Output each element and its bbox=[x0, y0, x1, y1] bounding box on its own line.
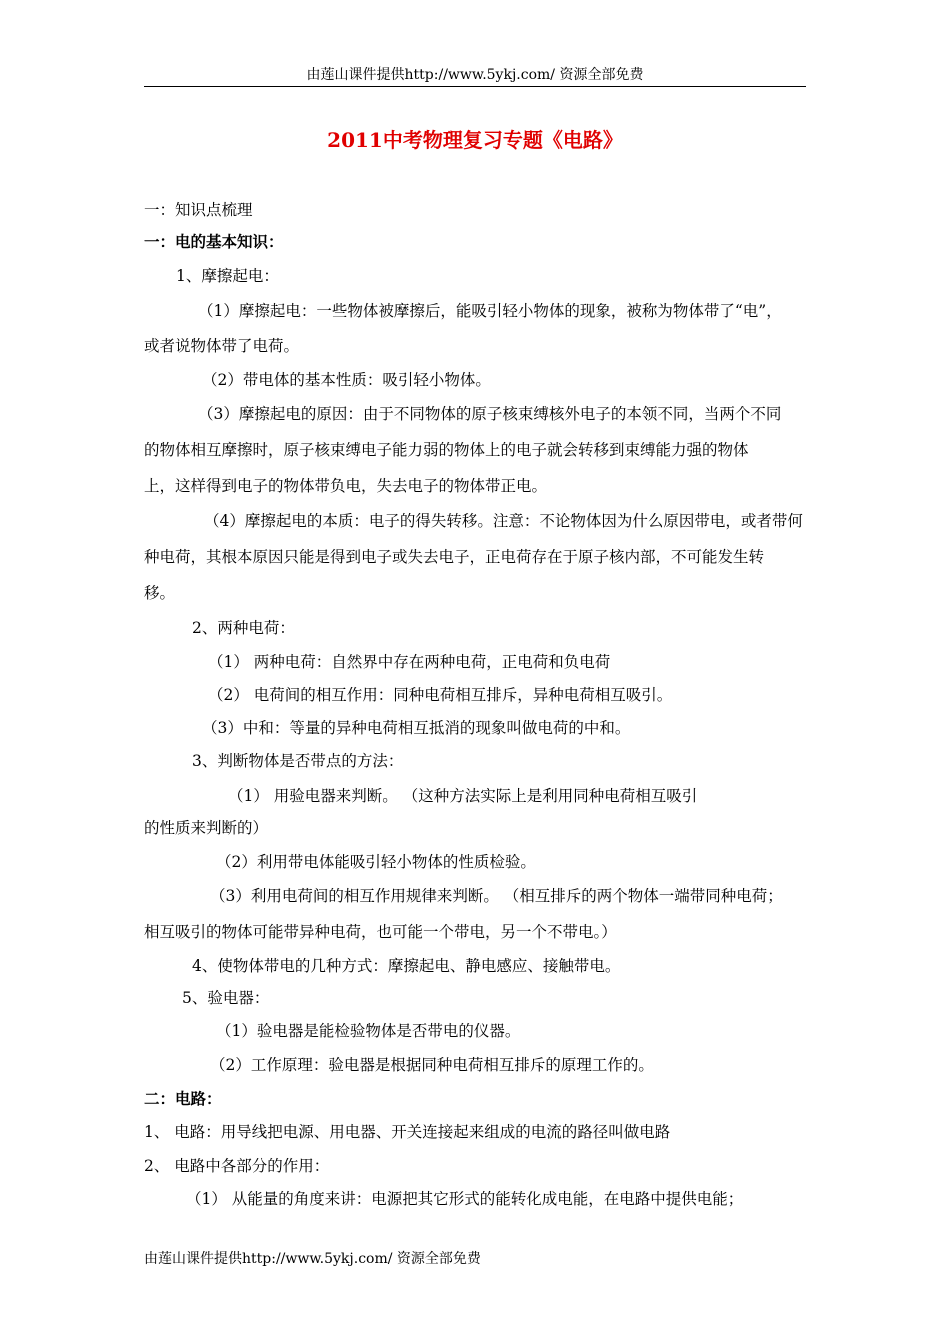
paragraph-line: 种电荷，其根本原因只能是得到电子或失去电子，正电荷存在于原子核内部，不可能发生转 bbox=[144, 548, 765, 566]
paragraph-line: 相互吸引的物体可能带异种电荷，也可能一个带电，另一个不带电。） bbox=[144, 923, 617, 941]
paragraph-line: （2）工作原理：验电器是根据同种电荷相互排斥的原理工作的。 bbox=[210, 1056, 654, 1074]
item-electroscope: 5、验电器： bbox=[182, 989, 270, 1007]
paragraph-line: 2、 电路中各部分的作用： bbox=[144, 1157, 330, 1175]
section-heading-circuit: 二：电路： bbox=[144, 1089, 222, 1108]
item-charging-methods: 4、使物体带电的几种方式：摩擦起电、静电感应、接触带电。 bbox=[192, 957, 621, 975]
paragraph-line: （1） 从能量的角度来讲：电源把其它形式的能转化成电能，在电路中提供电能； bbox=[186, 1190, 744, 1208]
paragraph-line: （2）带电体的基本性质：吸引轻小物体。 bbox=[202, 371, 491, 389]
paragraph-line: （1）验电器是能检验物体是否带电的仪器。 bbox=[216, 1022, 521, 1040]
page-footer: 由莲山课件提供http://www.5ykj.com/ 资源全部免费 bbox=[144, 1251, 481, 1267]
paragraph-line: （2）利用带电体能吸引轻小物体的性质检验。 bbox=[216, 853, 536, 871]
paragraph-line: 的性质来判断的） bbox=[144, 819, 269, 837]
header-rule bbox=[144, 86, 806, 87]
item-detect-charge: 3、判断物体是否带点的方法： bbox=[192, 752, 404, 770]
section-heading-basics: 一：电的基本知识： bbox=[144, 232, 284, 251]
paragraph-line: （1）摩擦起电：一些物体被摩擦后，能吸引轻小物体的现象，被称为物体带了“电”， bbox=[198, 302, 782, 320]
paragraph-line: 1、 电路：用导线把电源、用电器、开关连接起来组成的电流的路径叫做电路 bbox=[144, 1123, 671, 1141]
section-heading-outline: 一：知识点梳理 bbox=[144, 201, 253, 219]
paragraph-line: （1） 两种电荷：自然界中存在两种电荷，正电荷和负电荷 bbox=[208, 653, 611, 671]
page-header: 由莲山课件提供http://www.5ykj.com/ 资源全部免费 bbox=[306, 67, 644, 83]
paragraph-line: （3）摩擦起电的原因：由于不同物体的原子核束缚核外电子的本领不同，当两个不同 bbox=[198, 405, 782, 423]
paragraph-line: （1） 用验电器来判断。 （这种方法实际上是利用同种电荷相互吸引 bbox=[228, 787, 698, 805]
paragraph-line: （3）中和：等量的异种电荷相互抵消的现象叫做电荷的中和。 bbox=[202, 719, 631, 737]
item-two-charges: 2、两种电荷： bbox=[192, 619, 295, 637]
paragraph-line: 上，这样得到电子的物体带负电，失去电子的物体带正电。 bbox=[144, 477, 548, 495]
paragraph-line: 或者说物体带了电荷。 bbox=[144, 337, 300, 355]
paragraph-line: 的物体相互摩擦时，原子核束缚电子能力弱的物体上的电子就会转移到束缚能力强的物体 bbox=[144, 441, 749, 459]
paragraph-line: （4）摩擦起电的本质：电子的得失转移。注意：不论物体因为什么原因带电，或者带何 bbox=[204, 512, 803, 530]
paragraph-line: 移。 bbox=[144, 584, 176, 602]
item-friction-charging: 1、摩擦起电： bbox=[176, 267, 279, 285]
document-title: 2011中考物理复习专题《电路》 bbox=[327, 128, 623, 152]
paragraph-line: （3）利用电荷间的相互作用规律来判断。 （相互排斥的两个物体一端带同种电荷； bbox=[210, 887, 783, 905]
paragraph-line: （2） 电荷间的相互作用：同种电荷相互排斥，异种电荷相互吸引。 bbox=[208, 686, 673, 704]
